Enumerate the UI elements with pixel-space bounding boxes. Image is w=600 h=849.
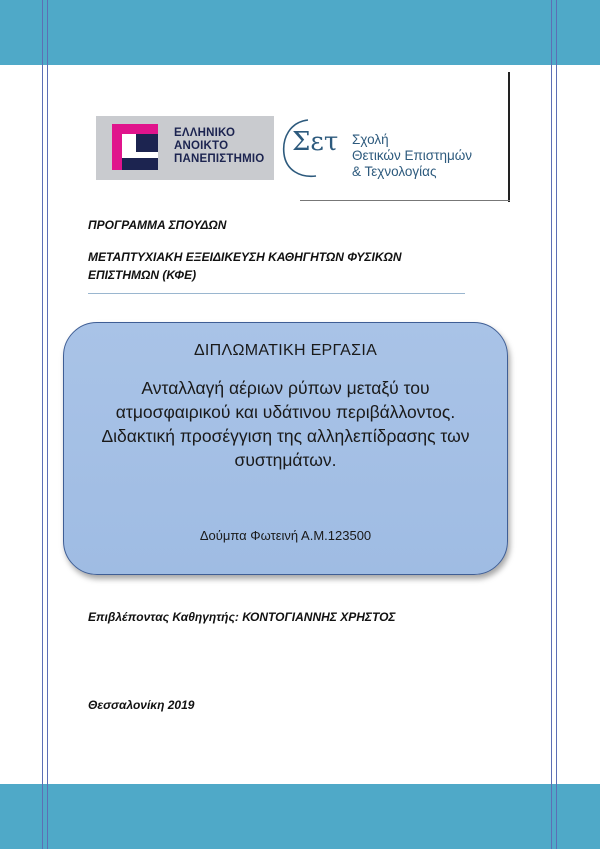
- thesis-type-title: ΔΙΠΛΩΜΑΤΙΚΗ ΕΡΓΑΣΙΑ: [193, 342, 378, 359]
- school-logo-line: Θετικών Επιστημών: [352, 148, 473, 163]
- school-logo-text: [352, 132, 472, 180]
- thesis-author: Δούμπα Φωτεινή Α.Μ.123500: [199, 528, 372, 543]
- eap-logo-icon: [112, 124, 158, 170]
- school-logo-mark: Σετ: [292, 127, 339, 157]
- eap-logo-line: ΑΝΟΙΚΤΟ: [174, 140, 229, 152]
- logo-frame-horizontal: [300, 200, 510, 201]
- place-date-line: Θεσσαλονίκη 2019: [88, 698, 195, 712]
- thesis-subtitle-line: ατμοσφαιρικού και υδάτινου περιβάλλοντος.: [115, 402, 456, 422]
- eap-logo-text: [174, 127, 264, 166]
- right-border-line: [556, 0, 557, 849]
- eap-logo-line: ΠΑΝΕΠΙΣΤΗΜΙΟ: [174, 153, 265, 165]
- left-border-line: [42, 0, 43, 849]
- specialization-line: ΕΠΙΣΤΗΜΩΝ (ΚΦΕ): [88, 268, 197, 282]
- thesis-subtitle-line: Ανταλλαγή αέριων ρύπων μεταξύ του: [141, 378, 430, 398]
- eap-logo-line: ΕΛΛΗΝΙΚΟ: [174, 127, 236, 139]
- thesis-subtitle-line: Διδακτική προσέγγιση της αλληλεπίδρασης των: [101, 426, 470, 446]
- top-band: [0, 0, 600, 65]
- thesis-subtitle: [74, 376, 497, 472]
- logo-frame-vertical: [508, 72, 510, 202]
- eap-logo: [96, 116, 274, 180]
- program-heading: ΠΡΟΓΡΑΜΜΑ ΣΠΟΥΔΩΝ: [88, 218, 227, 232]
- header-divider: [88, 293, 465, 294]
- school-logo-line: & Τεχνολογίας: [352, 164, 437, 179]
- left-border-line-inner: [47, 0, 48, 849]
- supervisor-line: Επιβλέποντας Καθηγητής: ΚΟΝΤΟΓΙΑΝΝΗΣ ΧΡΗΣΤΟΣ: [88, 610, 396, 624]
- school-logo-icon: [278, 116, 340, 182]
- school-logo-line: Σχολή: [352, 132, 389, 147]
- specialization-heading: [88, 248, 448, 284]
- thesis-title-panel: [63, 322, 508, 575]
- right-border-line-inner: [551, 0, 552, 849]
- specialization-line: ΜΕΤΑΠΤΥΧΙΑΚΗ ΕΞΕΙΔΙΚΕΥΣΗ ΚΑΘΗΓΗΤΩΝ ΦΥΣΙΚΩΝ: [88, 250, 402, 264]
- thesis-subtitle-line: συστημάτων.: [234, 450, 337, 470]
- bottom-band: [0, 784, 600, 849]
